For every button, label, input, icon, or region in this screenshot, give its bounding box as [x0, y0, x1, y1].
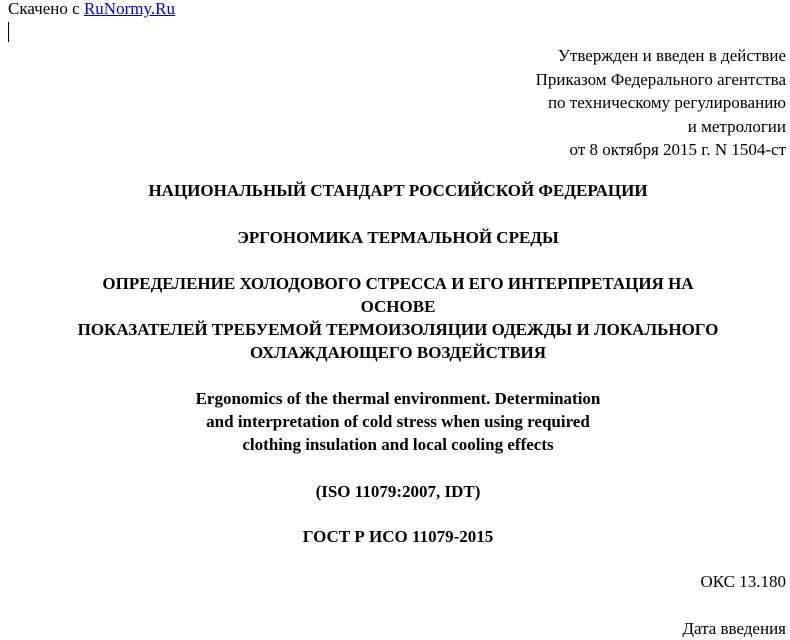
subtitle-line: ОПРЕДЕЛЕНИЕ ХОЛОДОВОГО СТРЕССА И ЕГО ИНТЕРПРЕТАЦИЯ НА	[102, 274, 694, 293]
approval-line: от 8 октября 2015 г. N 1504-ст	[569, 140, 786, 159]
source-line	[8, 0, 175, 20]
standard-type-title-text: НАЦИОНАЛЬНЫЙ СТАНДАРТ РОССИЙСКОЙ ФЕДЕРАЦИИ	[148, 181, 648, 200]
text-caret	[8, 22, 9, 42]
runormy-link[interactable]: RuNormy.Ru	[83, 0, 175, 18]
iso-reference-text: (ISO 11079:2007, IDT)	[315, 482, 481, 501]
english-title	[0, 387, 790, 456]
approval-line: Приказом Федерального агентства	[535, 69, 786, 89]
english-title-line: and interpretation of cold stress when using required	[206, 412, 590, 431]
okc-code: ОКС 13.180	[700, 572, 786, 591]
approval-line: Утвержден и введен в действие	[557, 46, 786, 65]
subtitle-line: ОХЛАЖДАЮЩЕГО ВОЗДЕЙСТВИЯ	[249, 343, 547, 362]
gost-number-text: ГОСТ Р ИСО 11079-2015	[302, 527, 494, 546]
subtitle-line: ОСНОВЕ	[360, 297, 436, 316]
source-prefix: Скачено с	[8, 0, 84, 18]
english-title-line: Ergonomics of the thermal environment. Determination	[195, 389, 601, 408]
standard-type-title	[0, 179, 790, 202]
approval-line: по техническому регулированию	[547, 93, 786, 112]
subtitle	[0, 272, 790, 364]
main-title-text: ЭРГОНОМИКА ТЕРМАЛЬНОЙ СРЕДЫ	[237, 228, 559, 247]
main-title	[0, 226, 790, 249]
approval-line: и метрологии	[687, 116, 786, 136]
gost-number	[0, 525, 790, 548]
subtitle-line: ПОКАЗАТЕЛЕЙ ТРЕБУЕМОЙ ТЕРМОИЗОЛЯЦИИ ОДЕЖДЫ И ЛОКАЛЬНОГО	[77, 320, 719, 339]
intro-date-label: Дата введения	[682, 619, 786, 638]
iso-reference	[0, 480, 790, 503]
approval-block	[536, 44, 786, 162]
english-title-line: clothing insulation and local cooling effects	[242, 435, 554, 454]
